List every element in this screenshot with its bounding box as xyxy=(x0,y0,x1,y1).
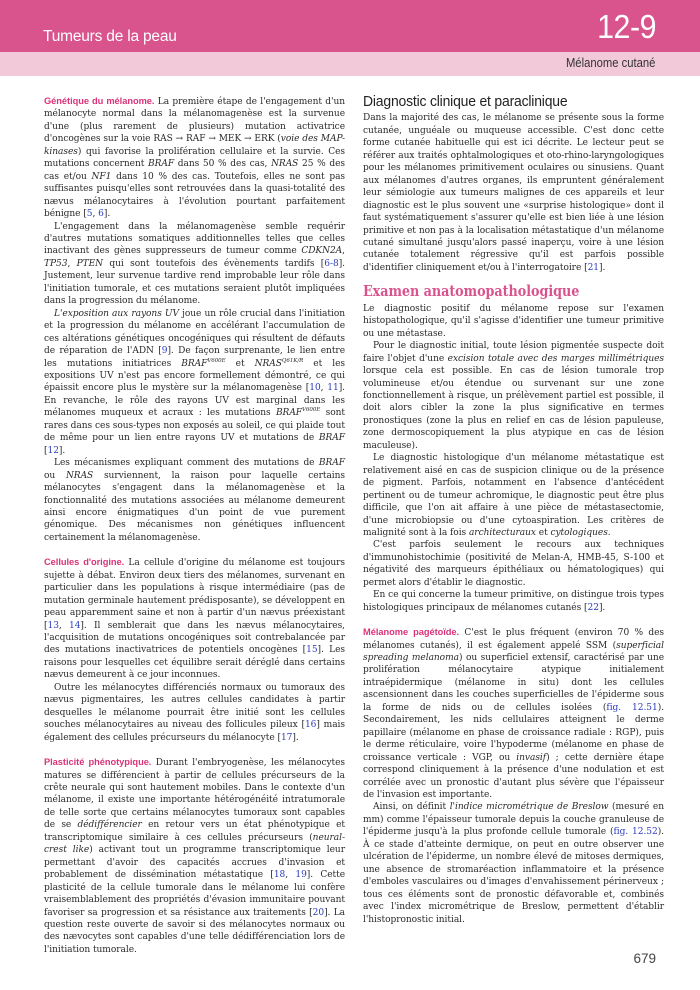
paragraph: En ce qui concerne la tumeur primitive, on distingue trois types histologiques principaux de mélanomes cutanés [22]. xyxy=(363,590,664,613)
paragraph-cellules: Cellules d'origine. La cellule d'origine du mélanome est toujours sujette à débat. Environ deux tiers des mélanomes, survenant en particulier dans les populations à risque intermédiaire (pas de mutation germinale hautement prédisposante), se développent en peau apparemment saine et non à partir d'un nævus préexistant [13, 14]. Il semblerait que dans les nævus mélanocytaires, l'acquisition de mutations oncogéniques soit contrebalancée par des mutations inactivatrices de potentiels oncogènes [15]. Les raisons pour lesquelles cet équilibre serait déréglé dans certains nævus demeurent à ce jour inconnues. xyxy=(44,557,346,681)
paragraph: C'est parfois seulement le recours aux techniques d'immunohistochimie (positivité de Melan-A, HMB-45, S-100 et négativité des marqueurs épithéliaux ou hématologiques) qui permet alors d'établir le diagnostic. xyxy=(363,540,664,588)
paragraph-plasticite: Plasticité phénotypique. Durant l'embryogenèse, les mélanocytes matures se différencient à partir de cellules précurseurs de la crête neurale qui sont hautement mobiles. Dans le contexte d'un mélanome, il existe une importante hétérogénéité intratumorale de telle sorte que certains mélanocytes tumoraux sont capables de se dédifférencier en retour vers un état phénotypique et transcriptomique similaire à ces cellules précurseurs (neural-crest like) activant tout un programme transcriptomique leur permettant d'avoir des capacités accrues d'invasion et probablement de dissémination métastatique [18, 19]. Cette plasticité de la cellule tumorale dans le mélanome lui confère vraisemblablement des propriétés d'évasion immunitaire pouvant favoriser sa progression et sa résistance aux traitements [20]. La question reste ouverte de savoir si des mélanocytes normaux ou des nævocytes sont capables d'une telle dédifférenciation lors de l'initiation tumorale. xyxy=(44,757,346,955)
citation-link[interactable]: 14 xyxy=(69,620,81,631)
paragraph: Pour le diagnostic initial, toute lésion pigmentée suspecte doit faire l'objet d'une excision totale avec des marges millimétriques lorsque cela est possible. En cas de lésion tumorale trop volumineuse et/ou étendue ou survenant sur une zone fonctionnellement à risque, un prélèvement partiel est possible, il doit alors cibler la zone la plus significative en termes pronostiques (zone la plus en relief en cas de lésion papuleuse, zone dermoscopiquement la plus atypique en cas de lésion maculeuse). xyxy=(363,341,665,451)
paragraph-genetique: Génétique du mélanome. La première étape de l'engagement d'un mélanocyte normal dans la mélanomagenèse est la survenue d'une (plus rarement de plusieurs) mutation activatrice d'oncogènes sur la voie RAS → RAF → MEK → ERK (voie des MAP-kinases) qui favorise la prolifération cellulaire et la survie. Ces mutations concernent BRAF dans 50 % des cas, NRAS 25 % des cas et/ou NF1 dans 10 % des cas. Toutefois, elles ne sont pas suffisantes puisqu'elles sont retrouvées dans la quasi-totalité des nævus mélanocytaires à l'évolution pourtant parfaitement bénigne [5, 6]. xyxy=(44,96,346,220)
lead-genetique: Génétique du mélanome. xyxy=(44,96,155,106)
chapter-title: Tumeurs de la peau xyxy=(43,28,177,45)
paragraph: Outre les mélanocytes différenciés normaux ou tumoraux des nævus pigmentaires, les autres cellules candidates à partir desquelles le mélanome pourrait être initié sont les cellules souches mélanocytaires au niveau des follicules pileux [16] mais également des cellules précurseurs du mélanocyte [17]. xyxy=(44,682,345,743)
citation-link[interactable]: 21 xyxy=(587,262,599,273)
paragraph: Ainsi, on définit l'indice micrométrique de Breslow (mesuré en mm) comme l'épaisseur tumorale depuis la couche granuleuse de l'épiderme jusqu'à la plus profonde cellule tumorale (fig. 12.52). À ce stade d'atteinte dermique, on peut en outre observer une ulcération de l'épiderme, un nombre élevé de mitoses dermiques, une absence de stromaréaction inflammatoire et la présence d'emboles vasculaires ou d'images d'envahissement périnerveux ; tous ces éléments sont de pronostic défavorable et, combinés avec l'index micrométrique de Breslow, permettent d'établir l'histopronostic initial. xyxy=(363,802,665,925)
section-name: Mélanome cutané xyxy=(565,56,655,70)
paragraph: Dans la majorité des cas, le mélanome se présente sous la forme cutanée, unguéale ou muqueuse accessible. C'est donc cette forme cutanée habituelle qui est ici décrite. Le lecteur peut se référer aux traités ophtalmologiques et oto-rhino-laryngologiques pour les mélanomes primitivement oculaires ou sinusiens. Quant aux mélanomes d'autres organes, ils empruntent généralement leur sémiologie aux tumeurs malignes de ces appareils et leur diagnostic est le plus souvent une «surprise histologique» dont il faut systématiquement s'assurer qu'elle est bien liée à une lésion primitive et non pas à la localisation métastatique d'un mélanome cutané simultané jusqu'alors passé inaperçu, voire à une lésion cutanée totalement régressive qu'il est parfois possible d'identifier cliniquement et/ou à l'interrogatoire [21]. xyxy=(363,113,664,273)
lead-plasticite: Plasticité phénotypique. xyxy=(44,757,152,768)
lead-pagetoide: Mélanome pagétoïde. xyxy=(363,627,460,638)
citation-link[interactable]: 16 xyxy=(304,720,317,731)
citation-link[interactable]: 6-8 xyxy=(324,258,339,269)
citation-link[interactable]: 12 xyxy=(47,445,59,456)
citation-link[interactable]: 18 xyxy=(273,870,286,881)
citation-link[interactable]: 13 xyxy=(47,620,59,631)
right-column xyxy=(363,93,665,926)
lead-cellules: Cellules d'origine. xyxy=(44,557,125,568)
left-column xyxy=(44,95,345,956)
page-number: 679 xyxy=(633,951,656,966)
citation-link[interactable]: 22 xyxy=(587,602,599,613)
citation-link[interactable]: 5 xyxy=(86,209,93,220)
paragraph: Le diagnostic positif du mélanome repose sur l'examen histopathologique, qu'il s'agisse d'identifier une tumeur primitive ou une métastase. xyxy=(363,303,664,339)
paragraph: L'exposition aux rayons UV joue un rôle crucial dans l'initiation et la progression du mélanome en accélérant l'accumulation de ces altérations génétiques oncogéniques qui résultent de défauts de réparation de l'ADN [9]. De façon surprenante, le lien entre les mutations initiatrices $BRAF^{V600E}$ et $NRAS^{Q61K/R}$ et les expositions UV n'est pas encore formellement démontré, ce qui épaissit encore plus le mystère sur la mélanomagenèse [10, 11]. En revanche, le rôle des rayons UV est marginal dans les mélanomes muqueux et acraux : les mutations $BRAF^{V600E}$ sont rares dans ces sous-types non exposés au soleil, ce qui plaide tout de même pour un lien entre rayons UV et mutations de BRAF [12]. xyxy=(44,308,345,456)
figure-link[interactable]: fig. 12.52 xyxy=(613,827,658,838)
section-heading-examen: Examen anatomopathologique xyxy=(363,283,580,301)
figure-link[interactable]: fig. 12.51 xyxy=(606,702,658,713)
citation-link[interactable]: 9 xyxy=(161,346,168,357)
paragraph: Les mécanismes expliquant comment des mutations de BRAF ou NRAS surviennent, la raison pour laquelle certains mélanocytes s'engagent dans la mélanomagenèse et la fonctionnalité des mutations associées au mélanome demeurent ainsi encore énigmatiques d'un point de vue purement génomique. Des mécanismes non génétiques influencent certainement la mélanomagenèse. xyxy=(44,458,345,543)
citation-link[interactable]: 6 xyxy=(98,209,104,220)
citation-link[interactable]: 11 xyxy=(327,383,339,394)
paragraph-pagetoide: Mélanome pagétoïde. C'est le plus fréquent (environ 70 % des mélanomes cutanés), il est également appelé SSM (superficial spreading melanoma) ou superficiel extensif, caractérisé par une prolifération mélanocytaire atypique initialement intraépidermique (mélanome in situ) dont les cellules ascensionnent dans les couches superficielles de l'épiderme sous la forme de nids ou de cellules isolées (fig. 12.51). Secondairement, les nids cellulaires atteignent le derme papillaire (mélanome en phase de croissance radiale : RGP), puis le derme réticulaire, voire l'hypoderme (mélanome en phase de croissance verticale : VGP, ou invasif) ; cette dernière étape correspond cliniquement à la présence d'une nodulation et est corrélée avec un pronostic d'autant plus sévère que l'épaisseur de l'invasion est importante. xyxy=(363,627,664,801)
paragraph: L'engagement dans la mélanomagenèse semble requérir d'autres mutations somatiques additionnelles telles que celles inactivant des gènes suppresseurs de tumeur comme CDKN2A, TP53, PTEN qui sont toutefois des évènements tardifs [6-8]. Justement, leur survenue tardive rend improbable leur rôle dans l'initiation tumorale, et ces mutations seraient plutôt impliquées dans la progression du mélanome. xyxy=(44,221,345,307)
citation-link[interactable]: 19 xyxy=(295,870,307,881)
citation-link[interactable]: 17 xyxy=(280,732,293,743)
chapter-number: 12-9 xyxy=(597,8,656,45)
paragraph: Le diagnostic histologique d'un mélanome métastatique est relativement aisé en cas de suspicion clinique ou de la présence de pigment. Parfois, notamment en l'absence d'antécédent pertinent ou de tumeur achromique, le diagnostic peut être plus difficile, que l'on ait affaire à une pièce de métastasectomie, d'une microbiopsie ou d'une cytoaspiration. Les critères de malignité sont à la fois architecturaux et cytologiques. xyxy=(363,453,664,538)
citation-link[interactable]: 20 xyxy=(312,907,325,918)
citation-link[interactable]: 15 xyxy=(306,645,318,656)
citation-link[interactable]: 10 xyxy=(309,383,321,394)
section-heading-diagnostic: Diagnostic clinique et paraclinique xyxy=(363,93,568,110)
